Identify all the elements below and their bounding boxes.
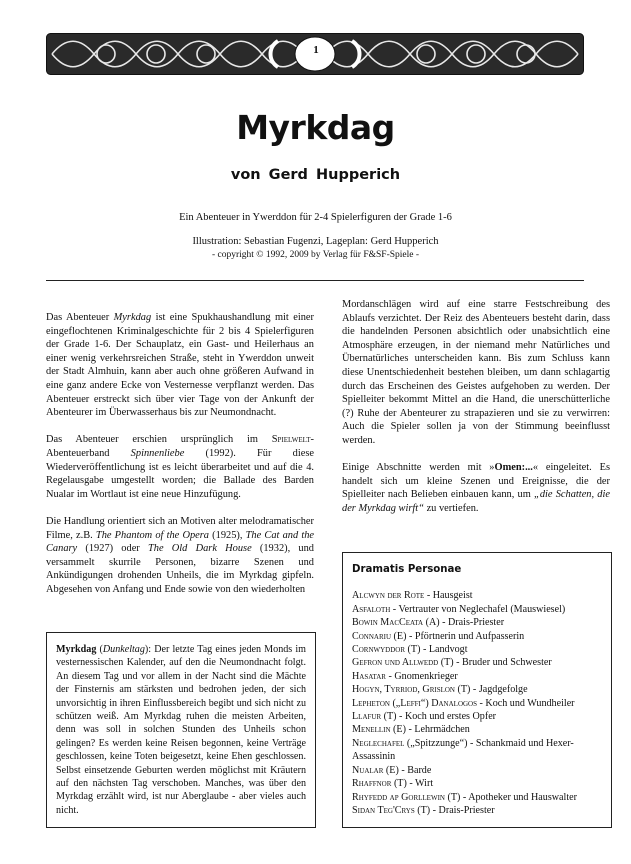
right-column [342, 298, 610, 529]
character-role: (T) - Bruder und Schwester [438, 657, 552, 669]
dramatis-entry [352, 683, 602, 696]
dramatis-entry [352, 710, 602, 723]
character-name: Connariu [352, 630, 392, 642]
character-role: (T) - Apotheker und Hauswalter [444, 791, 577, 803]
dramatis-personae-box [342, 552, 612, 828]
character-name: Rhaffnor [352, 778, 392, 790]
character-name: Hasatar [352, 670, 386, 682]
subtitle: Ein Abenteuer in Ywerddon für 2-4 Spielerfiguren der Grade 1-6 [179, 212, 452, 223]
character-name: Llafur [352, 711, 382, 723]
omen-paragraph: Einige Abschnitte werden mit »Omen:...« eingeleitet. Es handelt sich um kleine Szenen und Ereignisse, die der Spielleiter nach Belieben einbauen kann, um „die Schatten, die der Myrkdag wirft“ zu vertiefen. [342, 462, 610, 514]
dramatis-entry [352, 791, 602, 804]
character-name: Rhyfedd ap Gorllewin [352, 791, 445, 803]
character-role: („Spitzzunge“) - Schankmaid und Hexer- [404, 737, 574, 749]
definition-gloss: Dunkeltag [102, 644, 145, 655]
character-name: Hogyn, Tyrriod, Grislon [352, 684, 455, 696]
page-number: 1 [313, 44, 319, 56]
intro-paragraph: Das Abenteuer Myrkdag ist eine Spukhaushandlung mit einer eingeflochtenen Kriminalgeschichte für 2 bis 4 Spielerfiguren der Grade 1-6. Der Schauplatz, ein Gast- und Heilerhaus an einer wenig verkehrsreichen Straße, steht in Ywerddon unweit der Stadt Almhuin, kann aber auch ohne größeren Aufwand in eine ganz andere Ecke von Vesternesse verpflanzt werden. Das Abenteuer erstreckt sich über vier Tage von der Ankunft der Abenteurer im Überwasserhaus bis zur Neumondnacht. [46, 312, 314, 419]
character-name: Menellin [352, 724, 391, 736]
character-name: Lepheton („Leffi“) Danalogos [352, 697, 478, 709]
character-role: (E) - Lehrmädchen [390, 724, 470, 736]
divider [46, 280, 584, 281]
character-role: - Vertrauter von Neglechafel (Mauswiesel) [390, 603, 566, 615]
author-line: von Gerd Hupperich [230, 167, 401, 183]
dramatis-entry [352, 777, 602, 790]
character-name: Bowin MacCeata [352, 617, 424, 629]
character-name: Asfaloth [352, 603, 391, 615]
definition-text: : Der letzte Tag eines jeden Monds im vesternessischen Kalender, auf den die Neumondnacht folgt. An diesem Tag und vor allem in der Nacht sind die Mächte der Finsternis am stärksten und bedrohen jeden, der sich unvorsichtig in ihren Einflussbereich begibt und sich nicht zu schützen weiß. Am Myrkdag ruhen die meisten Arbeiten, denn was soll in solchen Stunden des Unheils schon gelingen? Es werden keine Reisen begonnen, keine Verträge geschlossen, keine Toten beigesetzt, keine Ehen geschlossen. Selbst einsetzende Geburten werden möglichst mit Kräutern auf den nächsten Tag verschoben. Manches, was über den Myrkdag erzählt wird, ist nur Aberglaube - aber vieles auch nicht. [56, 644, 306, 816]
character-name: Sidan Teg'Crys [352, 804, 415, 816]
character-name: Alcwyn der Rote [352, 590, 425, 602]
dramatis-entry [352, 723, 602, 736]
dramatis-entry [352, 589, 602, 602]
illustration-credit: Illustration: Sebastian Fugenzi, Lageplan: Gerd Hupperich [192, 236, 439, 247]
character-role: (T) - Landvogt [405, 644, 468, 656]
character-role: - Hausgeist [424, 590, 473, 602]
dramatis-entry [352, 804, 602, 817]
character-role: (A) - Drais-Priester [423, 617, 505, 629]
dramatis-entry [352, 656, 602, 669]
origin-paragraph: Das Abenteuer erschien ursprünglich im Spielwelt-Abenteuerband Spinnenliebe (1992). Für diese Wiederveröffentlichung ist es leicht überarbeitet und auf die 4. Regelausgabe umgestellt worden; die Ballade des Barden Nualar im Wortlaut ist eine neue Hinzufügung. [46, 434, 314, 500]
dramatis-entry [352, 750, 602, 763]
character-name: Neglechafel [352, 737, 405, 749]
dramatis-list [352, 589, 602, 817]
dramatis-entry [352, 643, 602, 656]
myrkdag-definition-box: Myrkdag (Dunkeltag): Der letzte Tag eines jeden Monds im vesternessischen Kalender, auf den die Neumondnacht folgt. An diesem Tag und vor allem in der Nacht sind die Mächte der Finsternis am stärksten und bedrohen jeden, der sich unvorsichtig in ihren Einflussbereich begibt und sich nicht zu schützen weiß. Am Myrkdag ruhen die meisten Arbeiten, denn was soll in solchen Stunden des Unheils schon gelingen? Es werden keine Reisen begonnen, keine Verträge geschlossen, keine Toten beigesetzt, keine Ehen geschlossen. Selbst einsetzende Geburten werden möglichst mit Kräutern auf den nächsten Tag verschoben. Manches, was über den Myrkdag erzählt wird, ist nur Aberglaube - aber vieles auch nicht. [46, 632, 316, 828]
character-role: (T) - Koch und erstes Opfer [381, 711, 497, 723]
inspiration-paragraph: Die Handlung orientiert sich an Motiven alter melodramatischer Filme, z.B. The Phantom of the Opera (1925), The Cat and the Canary (1927) oder The Old Dark House (1932), und versammelt skurrile Personen, bizarre Szenen und Ankündigungen drohenden Unheils, die im Myrkdag gipfeln. Abgesehen von Anfang und Ende sowie von den wiederholten [46, 515, 315, 595]
dramatis-entry [352, 616, 602, 629]
character-role: Assassinin [352, 751, 396, 763]
atmosphere-paragraph: Mordanschlägen wird auf eine starre Festschreibung des Ablaufs verzichtet. Der Reiz des Abenteuers besteht darin, dass die handelnden Personen absichtlich oder unabsichtlich eine Atmosphäre erzeugen, in der niemand mehr Natürliches und Übernatürliches unterscheiden kann. Bis zum Schluss kann diese Unentschiedenheit bestehen bleiben, um dann schlagartig durch das Erscheinen des Geistes aufgehoben zu werden. Der Spielleiter bekommt Mittel an die Hand, die unerschütterliche (?) Ruhe der Abenteurer zu strapazieren und sie zu verwirren: Auch die Spieler sollen ja von der Stimmung beeinflusst werden. [342, 299, 610, 446]
page-title: Myrkdag [236, 108, 395, 147]
dramatis-entry [352, 737, 602, 750]
character-role: (E) - Barde [383, 764, 432, 776]
character-role: (T) - Drais-Priester [414, 804, 495, 816]
character-role: (T) - Wirt [391, 778, 434, 790]
dramatis-entry [352, 603, 602, 616]
dramatis-title: Dramatis Personae [352, 564, 462, 575]
dramatis-entry [352, 670, 602, 683]
copyright-line: - copyright © 1992, 2009 by Verlag für F&SF-Spiele - [211, 250, 420, 260]
character-role: - Gnomenkrieger [385, 670, 458, 682]
definition-term: Myrkdag [56, 644, 97, 655]
left-column [46, 311, 314, 610]
character-name: Nualar [352, 764, 384, 776]
dramatis-entry [352, 630, 602, 643]
character-role: (E) - Pförtnerin und Aufpasserin [391, 630, 525, 642]
dramatis-entry [352, 764, 602, 777]
character-role: (T) - Jagdgefolge [455, 684, 528, 696]
character-role: - Koch und Wundheiler [477, 697, 575, 709]
dramatis-entry [352, 697, 602, 710]
character-name: Cornwyddor [352, 644, 406, 656]
character-name: Gefron und Allwedd [352, 657, 439, 669]
